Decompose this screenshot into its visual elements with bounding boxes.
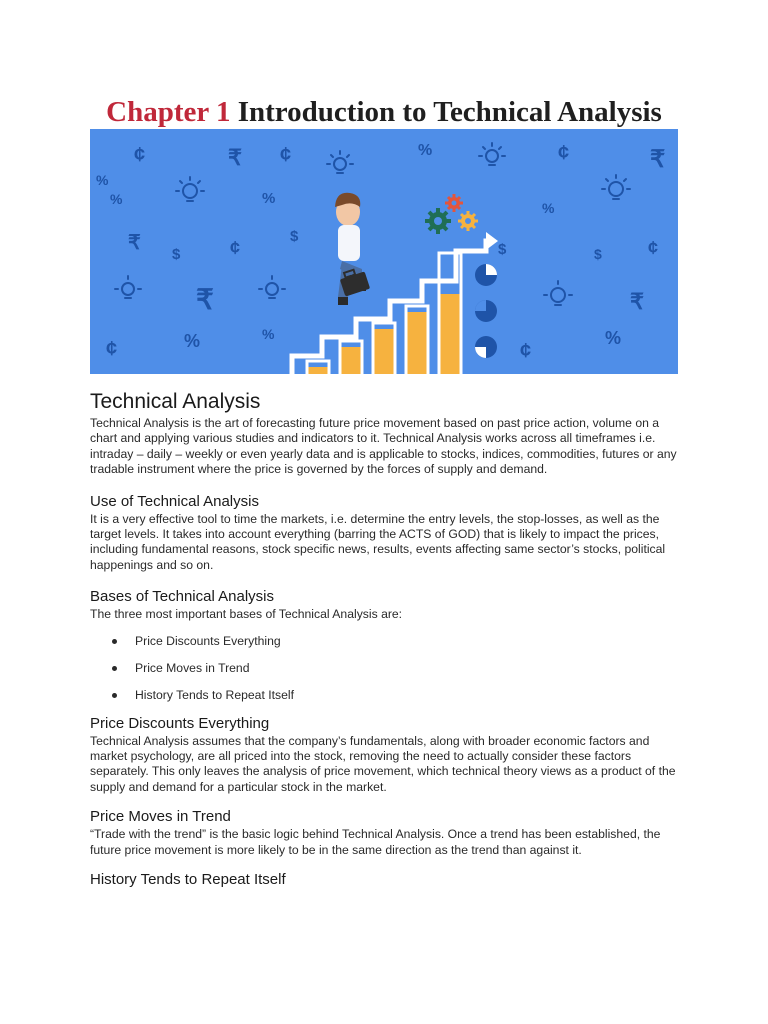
list-item-text: History Tends to Repeat Itself [135, 687, 294, 702]
list-item-text: Price Moves in Trend [135, 660, 250, 675]
list-item-text: Price Discounts Everything [135, 633, 281, 648]
chapter-heading: Introduction to Technical Analysis [237, 96, 662, 128]
section-paragraph: Technical Analysis assumes that the company’s fundamentals, along with broader economic factors and market psychology, are all priced into the stock, removing the need to actually consider these factors separately. This only leaves the analysis of price movement, which technical theory views as a product of the supply and demand for a particular stock in the market. [90, 733, 676, 794]
dollar-icon: $ [290, 228, 299, 245]
list-item [90, 634, 680, 649]
percent-icon: % [96, 172, 109, 188]
percent-icon: % [110, 191, 123, 207]
section-heading: Bases of Technical Analysis [90, 588, 274, 606]
bar [406, 312, 428, 374]
bar [340, 347, 362, 374]
rupee-icon: ₹ [228, 145, 242, 170]
rupee-icon: ₹ [650, 146, 666, 173]
section-paragraph: Technical Analysis is the art of forecasting future price movement based on past price action, volume on a chart and applying various studies and indicators to it. Technical Analysis works across all timeframes i.e. intraday – daily – weekly or even yearly data and is applicable to stocks, indices, commodities, futures or any tradable instrument where the price is governed by the forces of supply and demand. [90, 416, 677, 477]
percent-icon: % [605, 328, 622, 348]
document-body [90, 388, 680, 890]
cent-icon: ¢ [648, 238, 659, 258]
bar [307, 367, 329, 374]
percent-icon: % [542, 200, 555, 216]
cent-icon: ¢ [230, 238, 241, 258]
pie-chart-icon [475, 336, 497, 358]
cent-icon: ¢ [280, 144, 292, 166]
section-heading: Technical Analysis [90, 390, 261, 413]
pie-chart-icon [475, 264, 497, 286]
bullet-icon [112, 693, 117, 698]
dollar-icon: $ [594, 246, 602, 262]
rupee-icon: ₹ [630, 289, 644, 314]
percent-icon: % [262, 190, 276, 207]
chapter-number: Chapter 1 [106, 96, 231, 128]
section-paragraph: It is a very effective tool to time the markets, i.e. determine the entry levels, the stop-losses, as well as the target levels. It takes into account everything (barring the ACTS of GOD) that is likely to impact the prices, including fundamental reasons, stock specific news, results, events affecting same sector’s stocks, political happenings and so on. [90, 511, 666, 572]
cent-icon: ¢ [134, 144, 146, 166]
list-item [90, 688, 680, 703]
cent-icon: ¢ [520, 340, 532, 362]
bar [439, 294, 461, 374]
section-heading: History Tends to Repeat Itself [90, 871, 286, 889]
list-item [90, 661, 680, 676]
pie-chart-icon [475, 300, 497, 322]
dollar-icon: $ [498, 241, 507, 258]
bar [373, 329, 395, 374]
section-paragraph: The three most important bases of Technical Analysis are: [90, 607, 403, 622]
chapter-title [0, 92, 768, 132]
cent-icon: ¢ [558, 142, 570, 164]
percent-icon: % [262, 326, 275, 342]
bases-list [90, 634, 680, 703]
section-heading: Price Moves in Trend [90, 808, 231, 826]
bullet-icon [112, 639, 117, 644]
section-heading: Use of Technical Analysis [90, 492, 259, 510]
gear-icon [458, 211, 478, 231]
bullet-icon [112, 666, 117, 671]
rupee-icon: ₹ [128, 232, 141, 254]
section-heading: Price Discounts Everything [90, 714, 270, 732]
percent-icon: % [418, 142, 433, 159]
cent-icon: ¢ [106, 338, 118, 360]
section-paragraph: “Trade with the trend” is the basic logic behind Technical Analysis. Once a trend has been established, the future price movement is more likely to be in the same direction as the trend than against it. [90, 827, 661, 857]
hero-illustration [90, 129, 678, 374]
rupee-icon: ₹ [196, 284, 214, 315]
dollar-icon: $ [172, 246, 181, 263]
percent-icon: % [184, 331, 201, 351]
